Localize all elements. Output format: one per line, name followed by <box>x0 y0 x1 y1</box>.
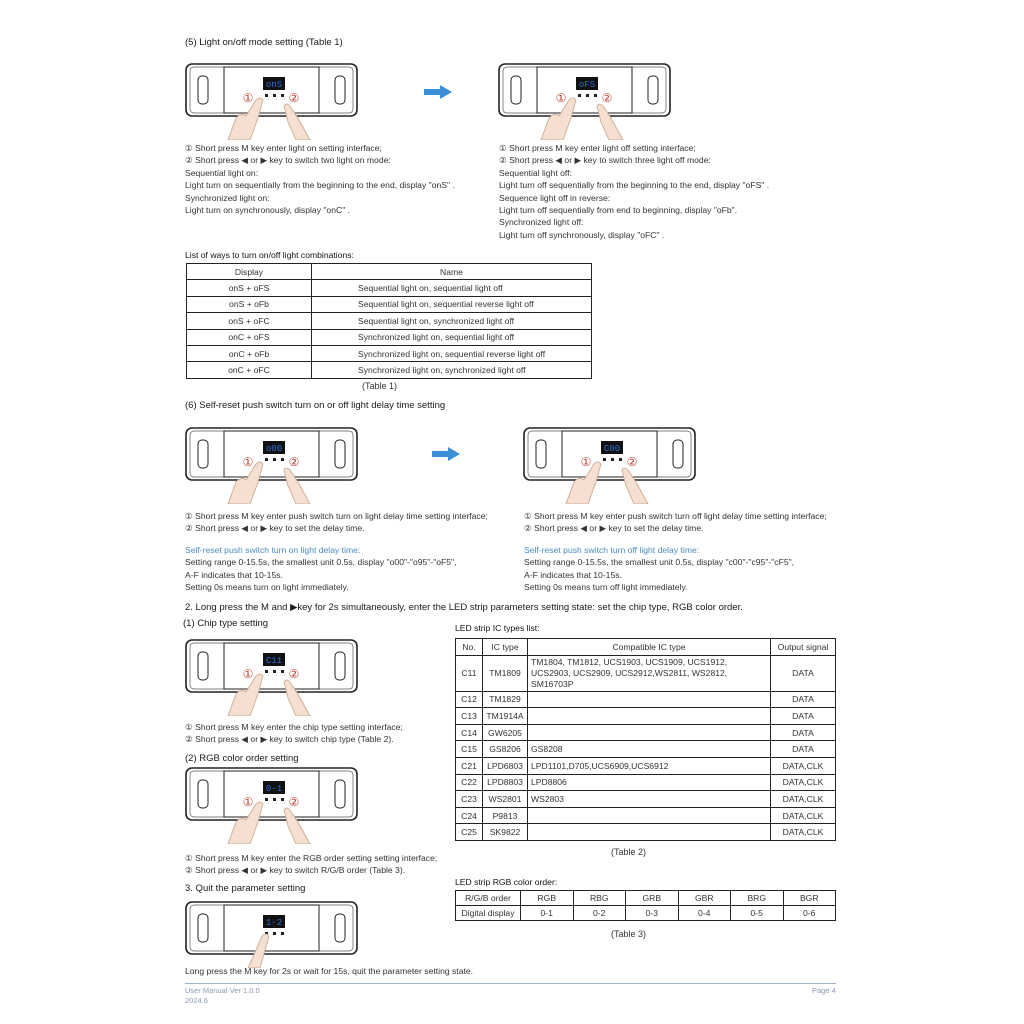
device-display: 1-2 <box>265 918 283 928</box>
marker-1: ① <box>242 91 254 105</box>
section-5-left-text: ① Short press M key enter light on setting interface; ② Short press ◀ or ▶ key to switch two light on mode: Sequential light on: Light turn on sequentially from the beginning to the end, display "onS" . Synchronized light on: Light turn on synchronously, display "onC" . <box>185 143 455 216</box>
device-display: C11 <box>265 656 283 666</box>
table-3-caption: (Table 3) <box>611 929 647 939</box>
marker-1: ① <box>242 667 254 681</box>
table-row: C22 LPD8803 LPD8806 DATA,CLK <box>456 774 836 791</box>
device-illustration-chip <box>184 636 359 716</box>
device-illustration-delay-off <box>522 424 697 504</box>
arrow-icon <box>432 447 460 461</box>
device-illustration-quit <box>184 898 359 968</box>
table-3 <box>455 890 836 921</box>
table-row: C14 GW6205 DATA <box>456 724 836 741</box>
rgb-order-text: ① Short press M key enter the RGB order setting setting interface; ② Short press ◀ or ▶ key to switch R/G/B order (Table 3). <box>185 853 438 876</box>
marker-1: ① <box>242 455 254 469</box>
footer-divider <box>185 983 836 984</box>
marker-2: ② <box>288 455 300 469</box>
marker-2: ② <box>626 455 638 469</box>
device-display: C00 <box>603 444 621 454</box>
table-row: onC + oFC Synchronized light on, synchronized light off <box>187 362 592 378</box>
arrow-icon <box>424 85 452 99</box>
table-row: Digital display 0-1 0-2 0-3 0-4 0-5 0-6 <box>456 906 836 921</box>
section-6-right-text: ① Short press M key enter push switch turn off light delay time setting interface; ② Short press ◀ or ▶ key to set the delay time. Self-reset push switch turn off light delay time: Setting range 0-15.5s, the smallest unit 0.5s, display "c00"-"c95"-"cF5", A-F indicates that 10-15s. Setting 0s means turn off light immediately. <box>524 511 827 593</box>
device-display: 0-1 <box>265 784 283 794</box>
marker-1: ① <box>580 455 592 469</box>
table-row: R/G/B order RGB RBG GRB GBR BRG BGR <box>456 891 836 906</box>
quit-title: 3. Quit the parameter setting <box>185 883 306 894</box>
table-row: C13 TM1914A DATA <box>456 708 836 725</box>
table-2: No. IC type Compatible IC type Output signal C11 TM1809 TM1804, TM1812, UCS1903, UCS1909, UCS1912, UCS2903, UCS2909, UCS2912,WS2811, WS2812, SM16703P DATA C12 TM1829 DATA C13 TM1914A DATA C14 GW6205 DATA C15 GS8206 GS8208 DATA C21 LPD6803 LPD1101,D705,UCS6909,UCS6912 DATA,CLK C22 LPD8803 LPD8806 DATA,CLK C23 WS2801 WS2803 DATA,CLK C24 P9813 DATA,CLK C25 SK9822 DATA,CLK <box>455 638 836 841</box>
section-2-title: 2. Long press the M and ▶key for 2s simultaneously, enter the LED strip parameters setting state: set the chip type, RGB color order. <box>185 602 743 613</box>
table-row: C24 P9813 DATA,CLK <box>456 807 836 824</box>
marker-2: ② <box>288 91 300 105</box>
table-row: onC + oFS Synchronized light on, sequential light off <box>187 329 592 345</box>
marker-1: ① <box>555 91 567 105</box>
table-row: C25 SK9822 DATA,CLK <box>456 824 836 841</box>
table-row: onS + oFb Sequential light on, sequential reverse light off <box>187 296 592 312</box>
table-1-heading: List of ways to turn on/off light combinations: <box>185 250 354 260</box>
section-6-left-text: ① Short press M key enter push switch turn on light delay time setting interface; ② Short press ◀ or ▶ key to set the delay time. Self-reset push switch turn on light delay time: Setting range 0-15.5s, the smallest unit 0.5s, display "o00"-"o95"-"oF5", A-F indicates that 10-15s. Setting 0s means turn on light immediately. <box>185 511 488 593</box>
footer-page: Page 4 <box>812 986 836 995</box>
table-row: onS + oFC Sequential light on, synchronized light off <box>187 313 592 329</box>
chip-type-title: (1) Chip type setting <box>183 618 269 629</box>
table-3-heading: LED strip RGB color order: <box>455 877 558 887</box>
chip-type-text: ① Short press M key enter the chip type setting interface; ② Short press ◀ or ▶ key to switch chip type (Table 2). <box>185 722 403 745</box>
section-5-title: (5) Light on/off mode setting (Table 1) <box>185 37 343 48</box>
section-6-title: (6) Self-reset push switch turn on or off light delay time setting <box>185 400 446 411</box>
table-2-heading: LED strip IC types list: <box>455 623 540 633</box>
table-1: Display Name onS + oFS Sequential light on, sequential light off onS + oFb Sequential light on, sequential reverse light off onS + oFC Sequential light on, synchronized light off onC + oFS Synchronized light on, sequential light off onC + oFb Synchronized light on, sequential reverse light off onC + oFC Synchronized light on, synchronized light off <box>186 263 592 379</box>
device-display: o00 <box>265 444 283 454</box>
marker-2: ② <box>601 91 613 105</box>
device-illustration-light-on <box>184 60 359 140</box>
footer-version: User Manual Ver 1.0.0 2024.6 <box>185 986 260 1005</box>
marker-1: ① <box>242 795 254 809</box>
marker-2: ② <box>288 795 300 809</box>
rgb-order-title: (2) RGB color order setting <box>185 753 299 764</box>
section-5-right-text: ① Short press M key enter light off setting interface; ② Short press ◀ or ▶ key to switch three light off mode: Sequential light off: Light turn off sequentially from the beginning to the end, display "oFS" . Sequence light off in reverse: Light turn off sequentially from end to beginning, display "oFb". Synchronized light off: Light turn off synchronously, display "oFC" . <box>499 143 770 240</box>
table-row: C11 TM1809 TM1804, TM1812, UCS1903, UCS1909, UCS1912, UCS2903, UCS2909, UCS2912,WS2811, WS2812, SM16703P DATA <box>456 655 836 691</box>
table-row: C21 LPD6803 LPD1101,D705,UCS6909,UCS6912 DATA,CLK <box>456 757 836 774</box>
table-row: C23 WS2801 WS2803 DATA,CLK <box>456 791 836 808</box>
device-display: onS <box>265 80 283 90</box>
table-row: onS + oFS Sequential light on, sequential light off <box>187 280 592 296</box>
quit-text: Long press the M key for 2s or wait for 15s, quit the parameter setting state. <box>185 966 474 976</box>
table-row: onC + oFb Synchronized light on, sequential reverse light off <box>187 345 592 361</box>
marker-2: ② <box>288 667 300 681</box>
device-illustration-rgb <box>184 764 359 844</box>
table-1-caption: (Table 1) <box>362 381 398 391</box>
table-2-caption: (Table 2) <box>611 847 647 857</box>
table-row: C15 GS8206 GS8208 DATA <box>456 741 836 758</box>
device-display: oFS <box>578 80 596 90</box>
table-row: C12 TM1829 DATA <box>456 691 836 708</box>
device-illustration-light-off <box>497 60 672 140</box>
device-illustration-delay-on <box>184 424 359 504</box>
